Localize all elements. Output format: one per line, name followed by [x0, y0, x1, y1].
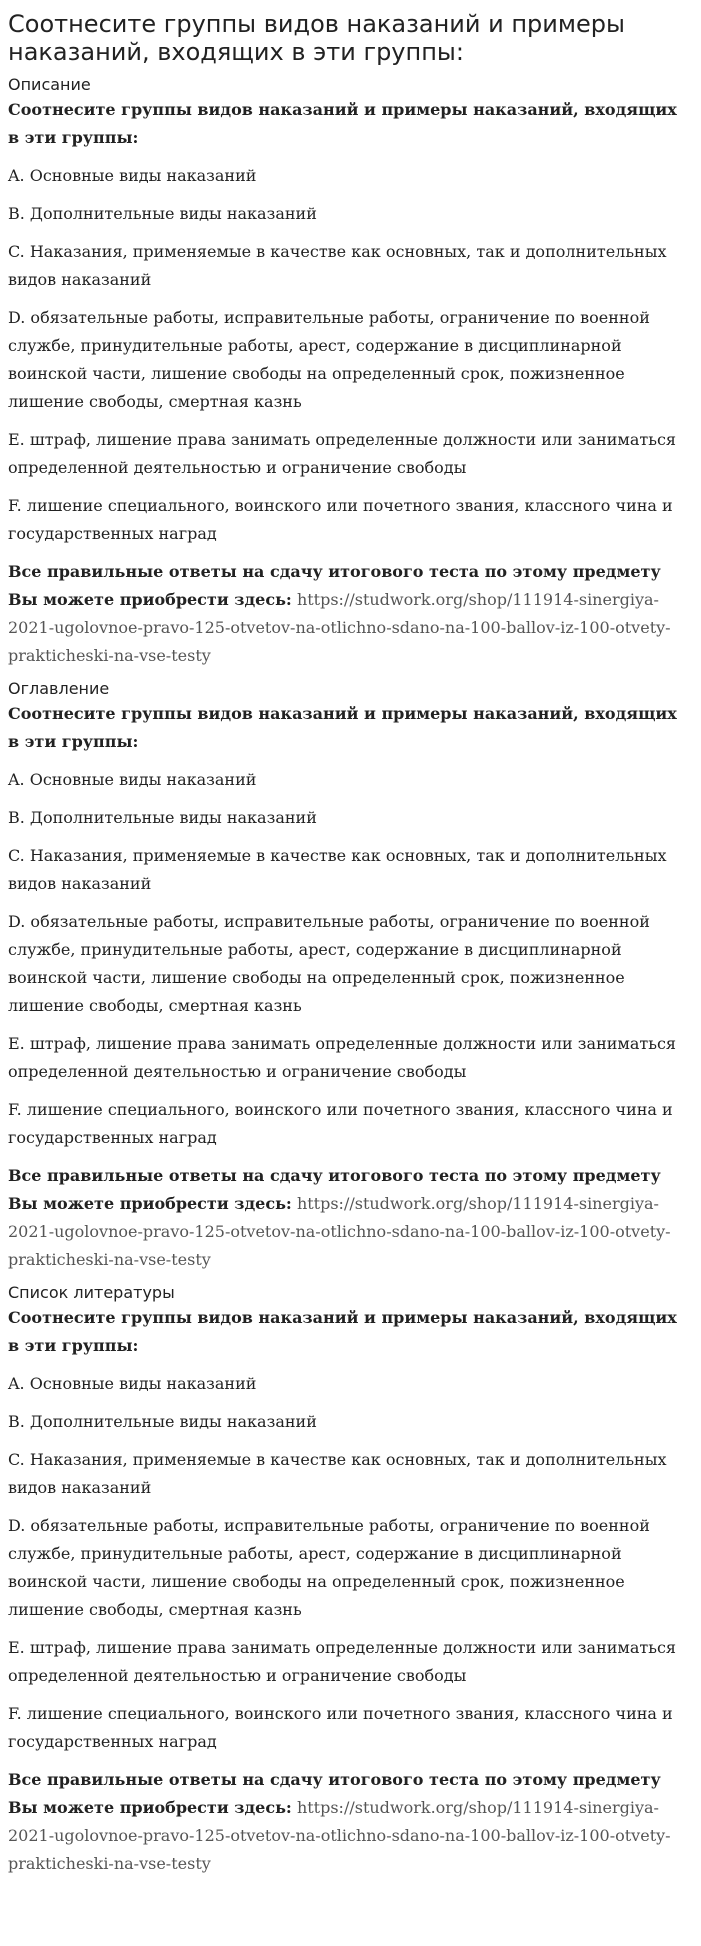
section-label-description: Описание: [8, 75, 91, 94]
option-d: D. обязательные работы, исправительные работы, ограничение по военной службе, принудительные работы, арест, содержание в дисциплинарной воинской части, лишение свободы на определенный срок, пожизненное лишение свободы, смертная казнь: [8, 1516, 650, 1619]
option-d: D. обязательные работы, исправительные работы, ограничение по военной службе, принудительные работы, арест, содержание в дисциплинарной воинской части, лишение свободы на определенный срок, пожизненное лишение свободы, смертная казнь: [8, 912, 650, 1015]
page-title: Соотнесите группы видов наказаний и примеры наказаний, входящих в эти группы:: [8, 10, 625, 66]
promo-bold-text: Все правильные ответы на сдачу итогового теста по этому предмету Вы можете приобрести здесь:: [8, 1770, 661, 1817]
promo-paragraph: [8, 558, 693, 670]
section-contents: [8, 678, 693, 1274]
option-c: C. Наказания, применяемые в качестве как основных, так и дополнительных видов наказаний: [8, 242, 667, 289]
option-b: B. Дополнительные виды наказаний: [8, 204, 317, 223]
option-a: A. Основные виды наказаний: [8, 770, 257, 789]
section-description: [8, 74, 693, 670]
option-f: F. лишение специального, воинского или почетного звания, классного чина и государственных наград: [8, 496, 673, 543]
option-e: E. штраф, лишение права занимать определенные должности или заниматься определенной деятельностью и ограничение свободы: [8, 1638, 676, 1685]
promo-link[interactable]: https://studwork.org/shop/111914-sinergiya-2021-ugolovnoe-pravo-125-otvetov-na-otlichno-sdano-na-100-ballov-iz-100-otvety-prakticheski-na-vse-testy: [8, 590, 671, 665]
option-c: C. Наказания, применяемые в качестве как основных, так и дополнительных видов наказаний: [8, 846, 667, 893]
promo-paragraph: [8, 1766, 693, 1878]
option-a: A. Основные виды наказаний: [8, 1374, 257, 1393]
promo-link[interactable]: https://studwork.org/shop/111914-sinergiya-2021-ugolovnoe-pravo-125-otvetov-na-otlichno-sdano-na-100-ballov-iz-100-otvety-prakticheski-na-vse-testy: [8, 1798, 671, 1873]
section-label-references: Список литературы: [8, 1283, 175, 1302]
option-d: D. обязательные работы, исправительные работы, ограничение по военной службе, принудительные работы, арест, содержание в дисциплинарной воинской части, лишение свободы на определенный срок, пожизненное лишение свободы, смертная казнь: [8, 308, 650, 411]
section-label-contents: Оглавление: [8, 679, 110, 698]
promo-paragraph: [8, 1162, 693, 1274]
option-c: C. Наказания, применяемые в качестве как основных, так и дополнительных видов наказаний: [8, 1450, 667, 1497]
question-text: Соотнесите группы видов наказаний и примеры наказаний, входящих в эти группы:: [8, 100, 677, 147]
question-text: Соотнесите группы видов наказаний и примеры наказаний, входящих в эти группы:: [8, 1308, 677, 1355]
promo-bold-text: Все правильные ответы на сдачу итогового теста по этому предмету Вы можете приобрести здесь:: [8, 562, 661, 609]
option-f: F. лишение специального, воинского или почетного звания, классного чина и государственных наград: [8, 1100, 673, 1147]
option-b: B. Дополнительные виды наказаний: [8, 808, 317, 827]
question-text: Соотнесите группы видов наказаний и примеры наказаний, входящих в эти группы:: [8, 704, 677, 751]
option-e: E. штраф, лишение права занимать определенные должности или заниматься определенной деятельностью и ограничение свободы: [8, 1034, 676, 1081]
promo-link[interactable]: https://studwork.org/shop/111914-sinergiya-2021-ugolovnoe-pravo-125-otvetov-na-otlichno-sdano-na-100-ballov-iz-100-otvety-prakticheski-na-vse-testy: [8, 1194, 671, 1269]
option-a: A. Основные виды наказаний: [8, 166, 257, 185]
section-references: [8, 1282, 693, 1878]
option-f: F. лишение специального, воинского или почетного звания, классного чина и государственных наград: [8, 1704, 673, 1751]
option-e: E. штраф, лишение права занимать определенные должности или заниматься определенной деятельностью и ограничение свободы: [8, 430, 676, 477]
option-b: B. Дополнительные виды наказаний: [8, 1412, 317, 1431]
promo-bold-text: Все правильные ответы на сдачу итогового теста по этому предмету Вы можете приобрести здесь:: [8, 1166, 661, 1213]
